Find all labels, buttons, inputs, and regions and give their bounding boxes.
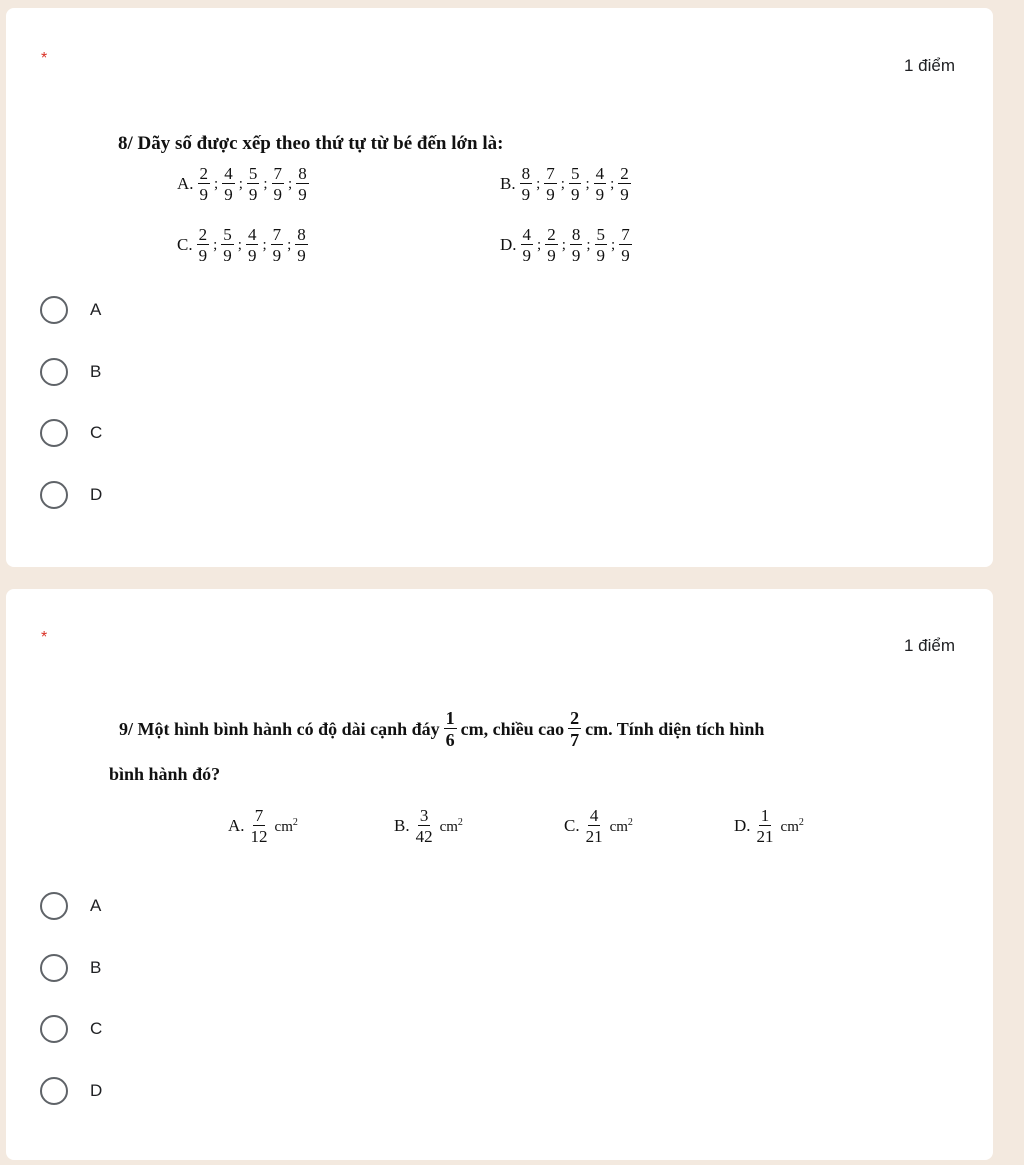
points-label: 1 điểm [903, 636, 955, 655]
fraction-denominator: 21 [756, 827, 774, 846]
answer-option-b-text [394, 807, 463, 845]
fraction [296, 165, 309, 203]
base-fraction [444, 709, 457, 749]
fraction [414, 807, 435, 845]
radio-choice-b[interactable] [40, 954, 101, 982]
fraction-denominator: 12 [250, 827, 268, 846]
fraction [619, 226, 632, 264]
radio-label: A [90, 300, 102, 319]
fraction-numerator: 4 [595, 164, 605, 183]
unit-text: cm [439, 818, 458, 835]
fraction [521, 226, 534, 264]
fraction-numerator: 5 [223, 225, 232, 244]
fraction-denominator: 9 [571, 246, 581, 265]
option-letter: D. [734, 816, 751, 835]
fraction [595, 226, 608, 264]
option-letter: A. [228, 816, 245, 835]
unit-text: cm [780, 818, 799, 835]
radio-button[interactable] [40, 892, 68, 920]
unit-label [440, 817, 463, 836]
fraction-numerator: 7 [273, 164, 283, 183]
radio-choice-c[interactable] [40, 419, 102, 447]
fraction-denominator: 9 [248, 185, 258, 204]
fraction [197, 226, 210, 264]
question-text-line1 [119, 709, 764, 749]
option-letter: C. [177, 235, 193, 254]
answer-option-d-text [500, 226, 633, 264]
option-letter: B. [500, 174, 516, 193]
radio-button[interactable] [40, 481, 68, 509]
option-letter: D. [500, 235, 517, 254]
fraction-denominator: 9 [273, 185, 283, 204]
fraction-numerator: 2 [620, 164, 629, 183]
fraction-denominator: 9 [224, 185, 233, 204]
fraction-denominator: 9 [546, 185, 555, 204]
answer-option-a-text [228, 807, 298, 845]
fraction-denominator: 9 [223, 246, 232, 265]
fraction-separator: ; [287, 236, 292, 253]
fraction-denominator: 9 [595, 185, 605, 204]
fraction-denominator: 9 [199, 185, 209, 204]
question-text: 8/ Dãy số được xếp theo thứ tự từ bé đến lớn là: [118, 133, 504, 154]
fraction-denominator: 9 [247, 246, 257, 265]
radio-label: D [90, 485, 103, 504]
question-text-part1: 9/ Một hình bình hành có độ dài cạnh đáy [119, 718, 440, 739]
fraction [247, 165, 260, 203]
fraction-denominator: 9 [596, 246, 606, 265]
fraction-separator: ; [586, 236, 591, 253]
fraction-numerator: 8 [297, 225, 306, 244]
radio-label: B [90, 362, 102, 381]
unit-exponent: 2 [292, 816, 298, 828]
radio-choice-b[interactable] [40, 358, 101, 386]
fraction [520, 165, 533, 203]
option-letter: B. [394, 816, 410, 835]
fraction-numerator: 2 [570, 708, 580, 728]
fraction-numerator: 3 [419, 806, 429, 825]
required-asterisk: * [41, 50, 48, 67]
fraction-denominator: 9 [272, 246, 282, 265]
fraction-separator: ; [611, 236, 616, 253]
fraction-denominator: 21 [585, 827, 603, 846]
fraction-separator: ; [238, 175, 243, 192]
unit-text: cm [274, 818, 293, 835]
answer-option-b-text [500, 165, 632, 203]
radio-label: D [90, 1081, 103, 1100]
unit-label [610, 817, 633, 836]
answer-option-d-text [734, 807, 804, 845]
radio-choice-a[interactable] [40, 296, 101, 324]
fraction-numerator: 2 [198, 225, 208, 244]
radio-label: C [90, 1019, 103, 1038]
fraction-separator: ; [536, 175, 541, 192]
fraction-denominator: 9 [521, 185, 531, 204]
required-asterisk: * [41, 629, 48, 646]
height-fraction [568, 709, 581, 749]
fraction-denominator: 9 [297, 246, 306, 265]
answer-option-a-text [177, 165, 310, 203]
radio-button[interactable] [40, 1015, 68, 1043]
radio-label: B [90, 958, 102, 977]
unit-text: cm [609, 818, 628, 835]
fraction [246, 226, 259, 264]
fraction-separator: ; [237, 236, 242, 253]
fraction-numerator: 5 [248, 164, 258, 183]
fraction [295, 226, 308, 264]
fraction [222, 165, 235, 203]
radio-label: A [90, 896, 102, 915]
fraction-denominator: 9 [621, 246, 630, 265]
fraction-separator: ; [585, 175, 590, 192]
fraction-denominator: 6 [445, 730, 455, 750]
fraction-numerator: 7 [621, 225, 630, 244]
fraction-denominator: 9 [547, 246, 556, 265]
fraction [545, 226, 558, 264]
fraction [198, 165, 211, 203]
answer-option-c-text [177, 226, 309, 264]
fraction-denominator: 9 [620, 185, 629, 204]
fraction-separator: ; [262, 236, 267, 253]
fraction-numerator: 4 [224, 164, 233, 183]
fraction [271, 226, 284, 264]
fraction [594, 165, 607, 203]
fraction-numerator: 7 [546, 164, 555, 183]
fraction-numerator: 2 [199, 164, 209, 183]
radio-choice-d[interactable] [40, 481, 102, 509]
radio-button[interactable] [40, 1077, 68, 1105]
fraction [755, 807, 776, 845]
fraction-separator: ; [288, 175, 293, 192]
fraction-numerator: 8 [571, 225, 581, 244]
fraction-separator: ; [610, 175, 615, 192]
fraction [569, 165, 582, 203]
option-letter: A. [177, 174, 194, 193]
fraction [570, 226, 583, 264]
fraction-denominator: 9 [198, 246, 208, 265]
radio-choice-d[interactable] [40, 1077, 102, 1105]
unit-exponent: 2 [627, 816, 633, 828]
fraction-denominator: 9 [522, 246, 532, 265]
fraction-denominator: 7 [570, 730, 580, 750]
fraction-denominator: 9 [298, 185, 307, 204]
radio-choice-a[interactable] [40, 892, 101, 920]
fraction-numerator: 4 [589, 806, 599, 825]
question-card-8 [6, 8, 993, 567]
fraction-separator: ; [537, 236, 542, 253]
unit-exponent: 2 [457, 816, 463, 828]
radio-button[interactable] [40, 419, 68, 447]
fraction-numerator: 8 [521, 164, 531, 183]
fraction-numerator: 8 [298, 164, 307, 183]
question-text-part2: cm, chiều cao [460, 718, 565, 739]
fraction [618, 165, 631, 203]
option-letter: C. [564, 816, 580, 835]
unit-exponent: 2 [798, 816, 804, 828]
fraction-separator: ; [561, 236, 566, 253]
fraction-denominator: 9 [570, 185, 580, 204]
fraction-numerator: 1 [760, 806, 770, 825]
fraction-denominator: 42 [415, 827, 433, 846]
radio-choice-c[interactable] [40, 1015, 102, 1043]
fraction [584, 807, 605, 845]
unit-label [781, 817, 804, 836]
fraction-numerator: 7 [254, 806, 264, 825]
fraction-numerator: 4 [522, 225, 532, 244]
fraction [544, 165, 557, 203]
question-card-9 [6, 589, 993, 1160]
fraction-separator: ; [560, 175, 565, 192]
radio-label: C [90, 423, 103, 442]
fraction-numerator: 7 [272, 225, 282, 244]
points-label: 1 điểm [903, 56, 955, 75]
answer-option-c-text [564, 807, 633, 845]
question-text-part3: cm. Tính diện tích hình [585, 718, 765, 739]
fraction [221, 226, 234, 264]
radio-button[interactable] [40, 358, 68, 386]
fraction [249, 807, 270, 845]
question-text-line2: bình hành đó? [109, 764, 221, 784]
radio-button[interactable] [40, 296, 68, 324]
radio-button[interactable] [40, 954, 68, 982]
fraction-separator: ; [213, 236, 218, 253]
fraction-separator: ; [214, 175, 219, 192]
fraction [272, 165, 285, 203]
fraction-numerator: 1 [445, 708, 455, 728]
fraction-numerator: 2 [547, 225, 556, 244]
unit-label [275, 817, 298, 836]
fraction-numerator: 4 [247, 225, 257, 244]
fraction-numerator: 5 [596, 225, 606, 244]
fraction-numerator: 5 [570, 164, 580, 183]
fraction-separator: ; [263, 175, 268, 192]
